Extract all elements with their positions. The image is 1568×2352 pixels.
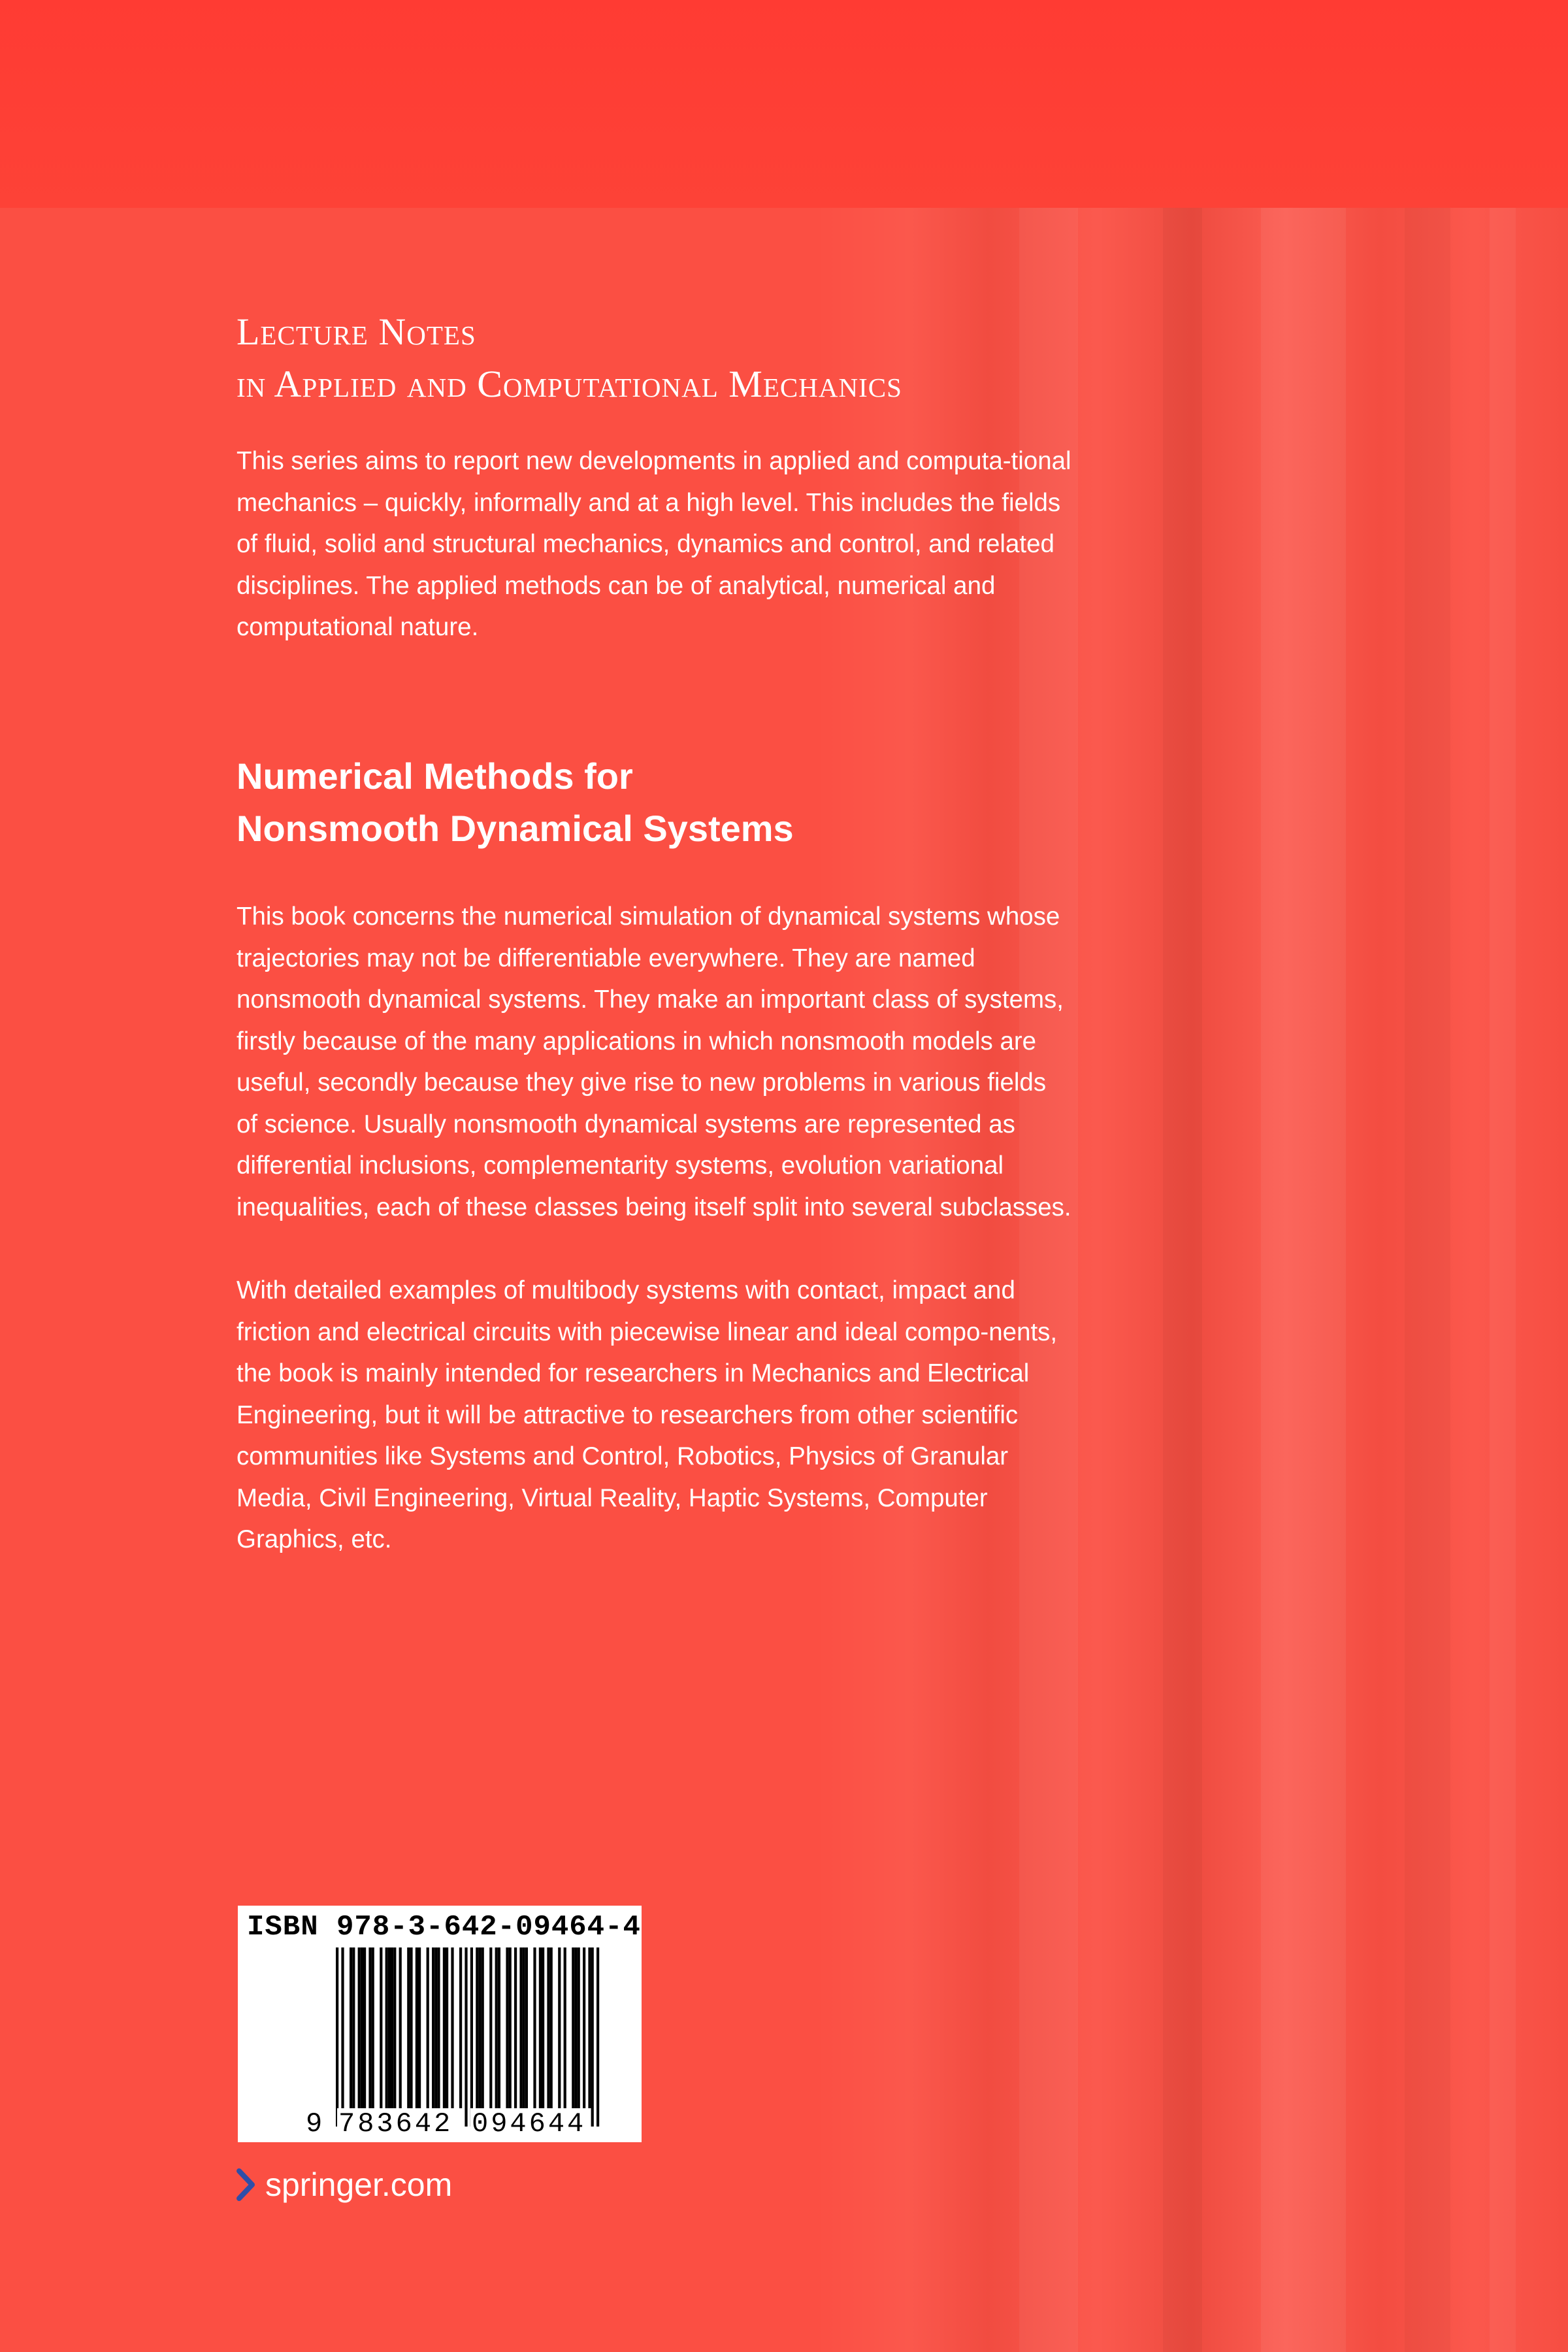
barcode-bar <box>446 1947 448 2108</box>
barcode-bar <box>410 1947 412 2108</box>
background-stripe <box>1261 208 1346 2352</box>
barcode-bar <box>372 1947 374 2108</box>
barcode-bar <box>341 1947 344 2127</box>
barcode-bar <box>363 1947 366 2108</box>
barcode-bar <box>533 1947 536 2108</box>
barcode-bar <box>361 1947 363 2108</box>
barcode-bar <box>459 1947 462 2108</box>
barcode-bar <box>564 1947 566 2108</box>
barcode-bar <box>547 1947 549 2108</box>
background-stripe <box>1490 208 1516 2352</box>
barcode-bar <box>588 1947 591 2108</box>
barcode-bar <box>539 1947 542 2108</box>
barcode-bar <box>495 1947 498 2108</box>
barcode-bar <box>478 1947 481 2108</box>
barcode-bar <box>352 1947 355 2108</box>
book-description-paragraph-1: This book concerns the numerical simulation of dynamical systems whose trajectories may not be differentiable everywhere. They are named nonsmooth dynamical systems. They make an important class of systems, firstly because of the many applications in which nonsmooth models are useful, secondly because they give rise to new problems in various fields of science. Usually nonsmooth dynamical systems are represented as differential inclusions, complementarity systems, evolution variational inequalities, each of these classes being itself split into several subclasses. <box>237 903 1071 1221</box>
barcode-graphic <box>238 1906 642 2142</box>
isbn-label: ISBN 978-3-642-09464-4 <box>247 1911 641 1944</box>
top-color-band <box>0 0 1568 208</box>
barcode-bar <box>451 1947 453 2108</box>
barcode-bar <box>498 1947 500 2108</box>
barcode-bar <box>574 1947 577 2108</box>
barcode-bar <box>470 1947 473 2127</box>
series-title-line-1: Lecture Notes <box>237 310 476 353</box>
barcode-bar <box>368 1947 371 2108</box>
barcode-bar <box>432 1947 434 2108</box>
background-stripe <box>1163 208 1202 2352</box>
barcode-bar <box>465 1947 467 2127</box>
barcode-bar <box>525 1947 528 2108</box>
barcode-bar <box>416 1947 418 2108</box>
series-description: This series aims to report new developments in applied and computa-tional mechanics – quickly, informally and at a high level. This includes the fields of fluid, solid and structural mechanics, dynamics and control, and related disciplines. The applied methods can be of analytical, numerical and computational nature. <box>237 447 1071 641</box>
chevron-right-icon <box>237 2168 256 2201</box>
barcode-bar <box>506 1947 508 2108</box>
barcode-bar <box>489 1947 492 2108</box>
barcode-bar <box>514 1947 517 2108</box>
background-stripe <box>1405 208 1450 2352</box>
barcode-bar <box>380 1947 382 2108</box>
barcode-bar <box>418 1947 421 2108</box>
barcode-bar <box>572 1947 574 2108</box>
book-description-paragraph-2: With detailed examples of multibody systems with contact, impact and friction and electrical circuits with piecewise linear and ideal compo-nents, the book is mainly intended for researchers in Mechanics and Electrical Engineering, but it will be attractive to researchers from other scientific communities like Systems and Control, Robotics, Physics of Granular Media, Civil Engineering, Virtual Reality, Haptic Systems, Computer Graphics, etc. <box>237 1276 1058 1553</box>
barcode-bar <box>519 1947 522 2108</box>
barcode-bar <box>358 1947 361 2108</box>
series-title-line-2: in Applied and Computational Mechanics <box>237 363 902 405</box>
barcode-bar <box>558 1947 561 2108</box>
barcode-bar <box>388 1947 391 2108</box>
book-title-line-2: Nonsmooth Dynamical Systems <box>237 808 794 849</box>
barcode-bar <box>591 1947 594 2127</box>
barcode-bar <box>399 1947 402 2108</box>
barcode-bar <box>443 1947 446 2108</box>
barcode-first-digit: 9 <box>306 2108 323 2140</box>
barcode-bar <box>350 1947 352 2108</box>
barcode-bar <box>523 1947 525 2108</box>
barcode-bar <box>434 1947 437 2108</box>
publisher-website-text: springer.com <box>265 2166 453 2203</box>
barcode-bar <box>482 1947 484 2108</box>
barcode-bar <box>391 1947 393 2108</box>
barcode-left-digits: 783642 <box>338 2108 453 2140</box>
book-title <box>237 750 1151 855</box>
barcode-bar <box>393 1947 396 2108</box>
barcode-right-digits: 094644 <box>472 2108 587 2140</box>
barcode-bar <box>437 1947 440 2108</box>
barcode-bar <box>336 1947 338 2127</box>
barcode-bar <box>542 1947 544 2108</box>
barcode-bar <box>385 1947 388 2108</box>
barcode-bar <box>476 1947 478 2108</box>
book-title-line-1: Numerical Methods for <box>237 755 633 797</box>
barcode-bar <box>550 1947 553 2108</box>
publisher-website-link[interactable] <box>237 2162 452 2208</box>
barcode-bar <box>407 1947 410 2108</box>
series-title <box>237 306 1217 410</box>
isbn-barcode <box>238 1906 642 2142</box>
barcode-bar <box>596 1947 599 2127</box>
barcode-bar <box>583 1947 585 2108</box>
barcode-bar <box>427 1947 429 2108</box>
barcode-bar <box>578 1947 580 2108</box>
barcode-bar <box>509 1947 512 2108</box>
